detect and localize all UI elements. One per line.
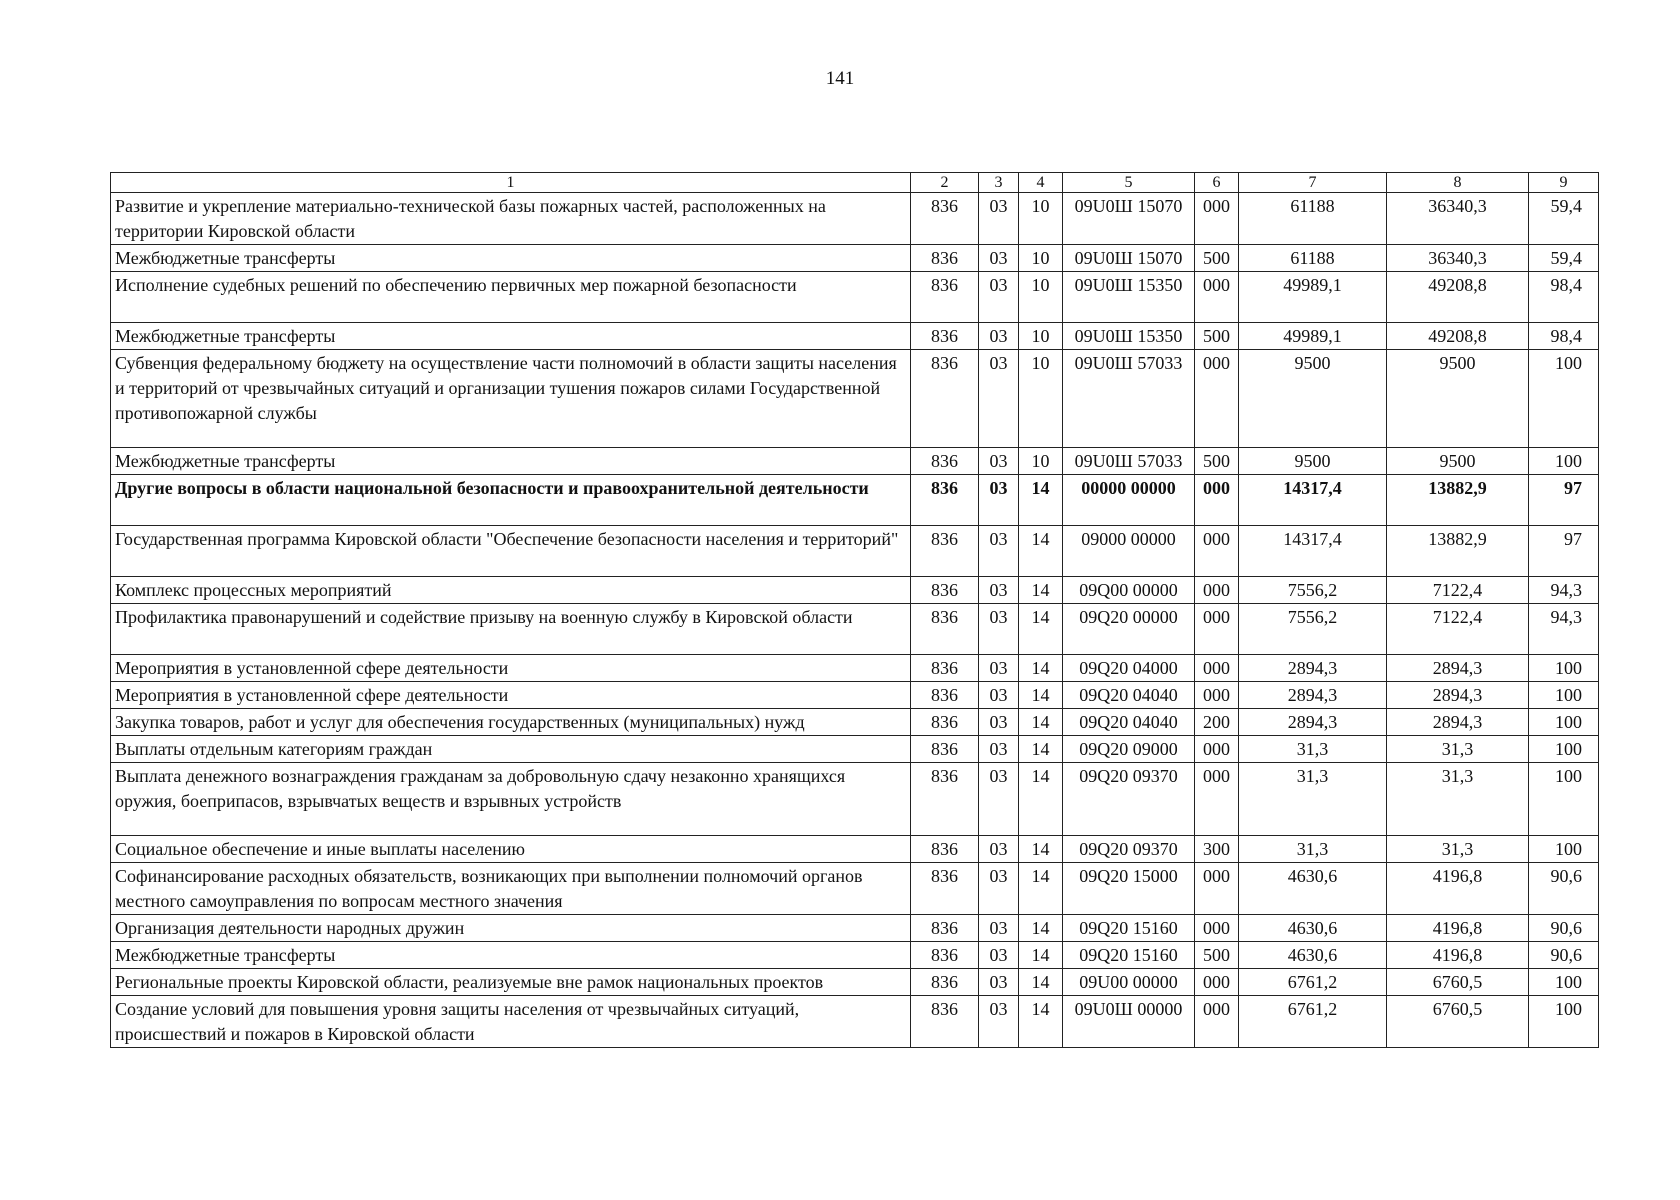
table-cell: 836 <box>911 682 979 709</box>
table-cell: 49989,1 <box>1239 323 1387 350</box>
column-header: 7 <box>1239 173 1387 193</box>
table-cell: 836 <box>911 475 979 526</box>
page-number: 141 <box>825 68 855 89</box>
row-name-cell: Межбюджетные трансферты <box>111 323 911 350</box>
table-cell: 10 <box>1019 323 1063 350</box>
row-name-cell: Мероприятия в установленной сфере деятельности <box>111 682 911 709</box>
table-cell: 836 <box>911 323 979 350</box>
table-cell: 000 <box>1195 682 1239 709</box>
table-cell: 00000 00000 <box>1063 475 1195 526</box>
row-name-cell: Выплаты отдельным категориям граждан <box>111 736 911 763</box>
table-cell: 000 <box>1195 655 1239 682</box>
table-cell: 98,4 <box>1529 323 1599 350</box>
table-cell: 13882,9 <box>1387 526 1529 577</box>
table-cell: 4196,8 <box>1387 942 1529 969</box>
table-cell: 09U0Ш 15070 <box>1063 245 1195 272</box>
table-cell: 03 <box>979 969 1019 996</box>
table-cell: 836 <box>911 577 979 604</box>
table-cell: 14 <box>1019 526 1063 577</box>
table-row <box>111 763 1599 836</box>
table-cell: 31,3 <box>1239 736 1387 763</box>
table-cell: 09U0Ш 15350 <box>1063 272 1195 323</box>
table-cell: 03 <box>979 763 1019 836</box>
table-cell: 03 <box>979 323 1019 350</box>
table-cell: 100 <box>1529 736 1599 763</box>
table-cell: 14317,4 <box>1239 475 1387 526</box>
table-cell: 7556,2 <box>1239 577 1387 604</box>
table-cell: 49989,1 <box>1239 272 1387 323</box>
table-cell: 000 <box>1195 577 1239 604</box>
table-cell: 14 <box>1019 969 1063 996</box>
table-cell: 500 <box>1195 245 1239 272</box>
table-cell: 836 <box>911 350 979 448</box>
table-cell: 61188 <box>1239 193 1387 245</box>
table-cell: 6760,5 <box>1387 996 1529 1048</box>
table-cell: 09U0Ш 00000 <box>1063 996 1195 1048</box>
table-cell: 7122,4 <box>1387 577 1529 604</box>
table-cell: 100 <box>1529 996 1599 1048</box>
row-name-cell: Государственная программа Кировской области "Обеспечение безопасности населения и территорий" <box>111 526 911 577</box>
row-name-cell: Выплата денежного вознаграждения гражданам за добровольную сдачу незаконно хранящихся оружия, боеприпасов, взрывчатых веществ и взрывных устройств <box>111 763 911 836</box>
table-cell: 4630,6 <box>1239 942 1387 969</box>
table-cell: 31,3 <box>1239 836 1387 863</box>
table-cell: 7556,2 <box>1239 604 1387 655</box>
table-cell: 03 <box>979 272 1019 323</box>
table-cell: 2894,3 <box>1239 655 1387 682</box>
table-cell: 09Q20 15000 <box>1063 863 1195 915</box>
table-cell: 836 <box>911 193 979 245</box>
table-cell: 14 <box>1019 996 1063 1048</box>
table-cell: 9500 <box>1239 350 1387 448</box>
row-name-cell: Субвенция федеральному бюджету на осуществление части полномочий в области защиты населения и территорий от чрезвычайных ситуаций и организации тушения пожаров силами Государственной противопожарной службы <box>111 350 911 448</box>
table-cell: 2894,3 <box>1387 709 1529 736</box>
table-cell: 03 <box>979 655 1019 682</box>
table-row <box>111 350 1599 448</box>
table-row <box>111 942 1599 969</box>
table-cell: 09U0Ш 15350 <box>1063 323 1195 350</box>
table-cell: 03 <box>979 448 1019 475</box>
table-cell: 90,6 <box>1529 915 1599 942</box>
table-cell: 59,4 <box>1529 245 1599 272</box>
table-cell: 14 <box>1019 763 1063 836</box>
table-cell: 4630,6 <box>1239 863 1387 915</box>
table-cell: 09U0Ш 57033 <box>1063 350 1195 448</box>
table-row <box>111 709 1599 736</box>
table-cell: 000 <box>1195 736 1239 763</box>
table-cell: 09Q20 09000 <box>1063 736 1195 763</box>
row-name-cell: Развитие и укрепление материально-технической базы пожарных частей, расположенных на территории Кировской области <box>111 193 911 245</box>
column-header: 6 <box>1195 173 1239 193</box>
table-cell: 94,3 <box>1529 577 1599 604</box>
table-cell: 500 <box>1195 323 1239 350</box>
column-header: 4 <box>1019 173 1063 193</box>
table-cell: 09Q20 04040 <box>1063 709 1195 736</box>
table-cell: 14 <box>1019 604 1063 655</box>
table-cell: 836 <box>911 969 979 996</box>
table-cell: 03 <box>979 915 1019 942</box>
table-cell: 4630,6 <box>1239 915 1387 942</box>
table-row <box>111 448 1599 475</box>
column-header: 1 <box>111 173 911 193</box>
table-cell: 59,4 <box>1529 193 1599 245</box>
table-cell: 000 <box>1195 272 1239 323</box>
table-cell: 000 <box>1195 915 1239 942</box>
table-cell: 31,3 <box>1239 763 1387 836</box>
table-cell: 000 <box>1195 350 1239 448</box>
row-name-cell: Создание условий для повышения уровня защиты населения от чрезвычайных ситуаций, происшествий и пожаров в Кировской области <box>111 996 911 1048</box>
table-cell: 36340,3 <box>1387 193 1529 245</box>
table-cell: 09U00 00000 <box>1063 969 1195 996</box>
table-cell: 09Q00 00000 <box>1063 577 1195 604</box>
table-row <box>111 863 1599 915</box>
table-cell: 10 <box>1019 272 1063 323</box>
table-row <box>111 526 1599 577</box>
table-cell: 14 <box>1019 475 1063 526</box>
table-row <box>111 915 1599 942</box>
table-cell: 14 <box>1019 836 1063 863</box>
table-cell: 836 <box>911 272 979 323</box>
table-cell: 836 <box>911 736 979 763</box>
table-cell: 9500 <box>1239 448 1387 475</box>
row-name-cell: Закупка товаров, работ и услуг для обеспечения государственных (муниципальных) нужд <box>111 709 911 736</box>
row-name-cell: Региональные проекты Кировской области, реализуемые вне рамок национальных проектов <box>111 969 911 996</box>
table-cell: 6760,5 <box>1387 969 1529 996</box>
table-cell: 09000 00000 <box>1063 526 1195 577</box>
table-cell: 836 <box>911 863 979 915</box>
table-cell: 000 <box>1195 193 1239 245</box>
table-row <box>111 323 1599 350</box>
table-row <box>111 193 1599 245</box>
table-row <box>111 245 1599 272</box>
row-name-cell: Профилактика правонарушений и содействие призыву на военную службу в Кировской области <box>111 604 911 655</box>
row-name-cell: Исполнение судебных решений по обеспечению первичных мер пожарной безопасности <box>111 272 911 323</box>
table-cell: 31,3 <box>1387 763 1529 836</box>
table-cell: 31,3 <box>1387 736 1529 763</box>
table-row <box>111 996 1599 1048</box>
table-cell: 000 <box>1195 763 1239 836</box>
table-row <box>111 272 1599 323</box>
table-cell: 500 <box>1195 942 1239 969</box>
table-cell: 03 <box>979 475 1019 526</box>
table-row <box>111 475 1599 526</box>
table-cell: 14 <box>1019 682 1063 709</box>
table-row <box>111 682 1599 709</box>
table-cell: 14 <box>1019 655 1063 682</box>
table-cell: 03 <box>979 863 1019 915</box>
table-cell: 100 <box>1529 763 1599 836</box>
table-cell: 90,6 <box>1529 942 1599 969</box>
row-name-cell: Межбюджетные трансферты <box>111 245 911 272</box>
table-cell: 100 <box>1529 709 1599 736</box>
column-header: 2 <box>911 173 979 193</box>
table-cell: 9500 <box>1387 448 1529 475</box>
table-cell: 09U0Ш 57033 <box>1063 448 1195 475</box>
table-cell: 000 <box>1195 996 1239 1048</box>
column-header: 5 <box>1063 173 1195 193</box>
table-cell: 03 <box>979 350 1019 448</box>
table-cell: 03 <box>979 245 1019 272</box>
table-cell: 03 <box>979 709 1019 736</box>
table-cell: 31,3 <box>1387 836 1529 863</box>
table-cell: 836 <box>911 526 979 577</box>
table-row <box>111 736 1599 763</box>
table-cell: 2894,3 <box>1387 682 1529 709</box>
table-cell: 14 <box>1019 736 1063 763</box>
table-cell: 500 <box>1195 448 1239 475</box>
table-cell: 100 <box>1529 350 1599 448</box>
column-header: 8 <box>1387 173 1529 193</box>
row-name-cell: Межбюджетные трансферты <box>111 942 911 969</box>
table-cell: 836 <box>911 942 979 969</box>
table-cell: 836 <box>911 763 979 836</box>
table-cell: 100 <box>1529 655 1599 682</box>
table-cell: 09Q20 15160 <box>1063 942 1195 969</box>
table-cell: 10 <box>1019 193 1063 245</box>
budget-table <box>110 172 1599 1048</box>
table-cell: 000 <box>1195 604 1239 655</box>
table-row <box>111 836 1599 863</box>
table-cell: 6761,2 <box>1239 969 1387 996</box>
table-cell: 100 <box>1529 448 1599 475</box>
table-cell: 03 <box>979 577 1019 604</box>
row-name-cell: Социальное обеспечение и иные выплаты населению <box>111 836 911 863</box>
table-cell: 36340,3 <box>1387 245 1529 272</box>
table-cell: 6761,2 <box>1239 996 1387 1048</box>
table-cell: 836 <box>911 655 979 682</box>
table-cell: 03 <box>979 604 1019 655</box>
row-name-cell: Мероприятия в установленной сфере деятельности <box>111 655 911 682</box>
table-cell: 836 <box>911 836 979 863</box>
table-cell: 4196,8 <box>1387 915 1529 942</box>
table-cell: 14 <box>1019 942 1063 969</box>
table-cell: 13882,9 <box>1387 475 1529 526</box>
table-cell: 836 <box>911 245 979 272</box>
table-cell: 2894,3 <box>1387 655 1529 682</box>
table-cell: 09U0Ш 15070 <box>1063 193 1195 245</box>
table-cell: 200 <box>1195 709 1239 736</box>
table-cell: 97 <box>1529 526 1599 577</box>
table-cell: 10 <box>1019 448 1063 475</box>
row-name-cell: Другие вопросы в области национальной безопасности и правоохранительной деятельности <box>111 475 911 526</box>
table-cell: 9500 <box>1387 350 1529 448</box>
table-header-row <box>111 173 1599 193</box>
table-cell: 49208,8 <box>1387 272 1529 323</box>
table-cell: 03 <box>979 942 1019 969</box>
table-cell: 000 <box>1195 526 1239 577</box>
table-cell: 4196,8 <box>1387 863 1529 915</box>
table-cell: 09Q20 04000 <box>1063 655 1195 682</box>
row-name-cell: Организация деятельности народных дружин <box>111 915 911 942</box>
table-cell: 14 <box>1019 863 1063 915</box>
table-cell: 03 <box>979 526 1019 577</box>
table-cell: 09Q20 09370 <box>1063 763 1195 836</box>
table-cell: 2894,3 <box>1239 709 1387 736</box>
table-cell: 100 <box>1529 836 1599 863</box>
table-cell: 97 <box>1529 475 1599 526</box>
table-cell: 09Q20 09370 <box>1063 836 1195 863</box>
table-cell: 100 <box>1529 682 1599 709</box>
table-row <box>111 655 1599 682</box>
table-cell: 09Q20 04040 <box>1063 682 1195 709</box>
table-cell: 836 <box>911 915 979 942</box>
table-cell: 10 <box>1019 245 1063 272</box>
row-name-cell: Межбюджетные трансферты <box>111 448 911 475</box>
table-cell: 14 <box>1019 915 1063 942</box>
table-cell: 000 <box>1195 969 1239 996</box>
table-cell: 03 <box>979 682 1019 709</box>
table-cell: 61188 <box>1239 245 1387 272</box>
table-cell: 836 <box>911 604 979 655</box>
table-cell: 03 <box>979 836 1019 863</box>
table-cell: 09Q20 15160 <box>1063 915 1195 942</box>
table-cell: 09Q20 00000 <box>1063 604 1195 655</box>
table-cell: 000 <box>1195 475 1239 526</box>
table-cell: 49208,8 <box>1387 323 1529 350</box>
column-header: 3 <box>979 173 1019 193</box>
table-cell: 03 <box>979 996 1019 1048</box>
table-cell: 836 <box>911 709 979 736</box>
table-cell: 836 <box>911 448 979 475</box>
table-cell: 90,6 <box>1529 863 1599 915</box>
table-cell: 03 <box>979 736 1019 763</box>
table-cell: 14 <box>1019 709 1063 736</box>
table-cell: 2894,3 <box>1239 682 1387 709</box>
table-cell: 10 <box>1019 350 1063 448</box>
row-name-cell: Софинансирование расходных обязательств, возникающих при выполнении полномочий органов местного самоуправления по вопросам местного значения <box>111 863 911 915</box>
table-cell: 14 <box>1019 577 1063 604</box>
table-cell: 98,4 <box>1529 272 1599 323</box>
table-cell: 7122,4 <box>1387 604 1529 655</box>
row-name-cell: Комплекс процессных мероприятий <box>111 577 911 604</box>
table-cell: 000 <box>1195 863 1239 915</box>
table-cell: 14317,4 <box>1239 526 1387 577</box>
column-header: 9 <box>1529 173 1599 193</box>
table-cell: 836 <box>911 996 979 1048</box>
table-row <box>111 577 1599 604</box>
table-cell: 100 <box>1529 969 1599 996</box>
table-cell: 03 <box>979 193 1019 245</box>
table-cell: 94,3 <box>1529 604 1599 655</box>
table-row <box>111 604 1599 655</box>
table-row <box>111 969 1599 996</box>
table-cell: 300 <box>1195 836 1239 863</box>
